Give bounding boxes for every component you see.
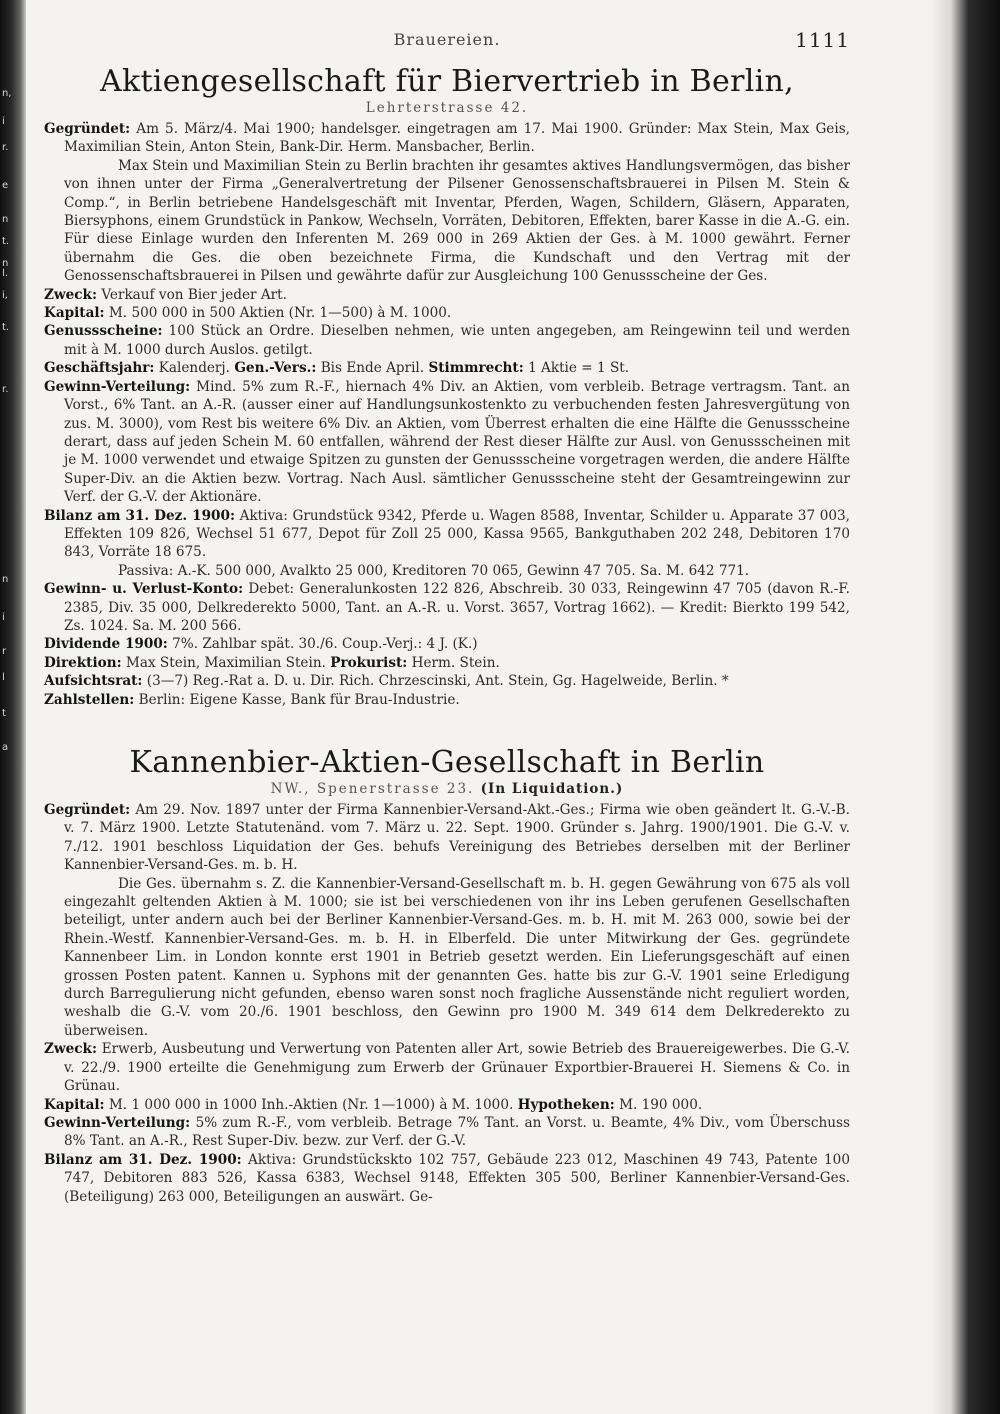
entry-paragraph — [44, 1040, 850, 1095]
address-text: NW., Spenerstrasse 23. — [270, 781, 475, 797]
section-text: Bis Ende April. — [320, 360, 425, 377]
section-label: Prokurist: — [330, 654, 408, 671]
entry-paragraph — [44, 157, 850, 286]
section-text: Max Stein, Maximilian Stein. — [125, 654, 326, 671]
section-text: Die Ges. übernahm s. Z. die Kannenbier-Versand-Gesellschaft m. b. H. gegen Gewährung von 675 als voll eingezahlt geltenden Aktien à M. 1000; sie ist bei verschiedenen von ihr ins Leben gerufenen Gesellschaften beteiligt, unter andern auch bei der Berliner Kannenbier-Versand-Ges. m. b. H. mit M. 263 000, sowie bei der Rhein.-Westf. Kannenbier-Versand-Ges. m. b. H. in Elberfeld. Die unter Mitwirkung der Ges. gegründete Kannenbeer Lim. in London konnte erst 1901 in Betrieb gesetzt werden. Ein Lieferungsgeschäft auf einen grossen Posten patent. Kannen u. Syphons mit der genannten Ges. hatte bis zur G.-V. 1901 seine Erledigung durch Barregulierung nicht gefunden, ebenso waren sonst noch fragliche Aussenstände nicht reguliert worden, weshalb die G.-V. vom 20./6. 1901 beschloss, den Gewinn pro 1900 M. 349 614 dem Delkrederekto zu überweisen. — [64, 875, 850, 1039]
section-text: Debet: Generalunkosten 122 826, Abschreib. 30 033, Reingewinn 47 705 (davon R.-F. 2385, Div. 35 000, Delkrederekto 5000, Tant. an A.-R. u. Vorst. 3657, Vortrag 1662). — Kredit: Bierkto 199 542, Zs. 1024. Sa. M. 200 566. — [64, 581, 850, 634]
entry-paragraph — [44, 691, 850, 709]
section-label: Zweck: — [44, 286, 97, 303]
running-head-title: Brauereien. — [393, 30, 501, 49]
section-text: Aktiva: Grundstückskto 102 757, Gebäude 223 012, Maschinen 49 743, Patente 100 747, Debitoren 883 526, Kassa 6383, Wechsel 9148, Effekten 305 500, Berliner Kannenbier-Versand-Ges. (Beteiligung) 263 000, Beteiligungen an auswärt. Ge- — [64, 1151, 850, 1205]
page-right-edge — [930, 0, 1000, 1414]
margin-mark: i — [2, 612, 5, 623]
section-label: Gegründet: — [44, 121, 131, 137]
section-label: Gegründet: — [44, 802, 131, 818]
section-label: Dividende 1900: — [44, 636, 168, 653]
section-label: Genussscheine: — [44, 323, 163, 340]
section-text: (3—7) Reg.-Rat a. D. u. Dir. Rich. Chrzescinski, Ant. Stein, Gg. Hagelweide, Berlin. * — [146, 673, 729, 690]
section-label: Zahlstellen: — [44, 691, 135, 708]
entry-paragraph — [44, 580, 850, 635]
entry-paragraph — [44, 1151, 850, 1206]
section-text: Kalenderj. — [158, 360, 230, 377]
entry-paragraph — [44, 562, 850, 580]
section-text: Aktiva: Grundstück 9342, Pferde u. Wagen 8588, Inventar, Schilder u. Apparate 37 003, Effekten 109 826, Wechsel 51 677, Depot für Zoll 25 000, Kassa 9565, Bankguthaben 202 248, Debitoren 170 843, Vorräte 18 675. — [64, 507, 850, 561]
section-label: Gewinn-Verteilung: — [44, 378, 191, 395]
margin-mark: r. — [2, 384, 9, 395]
margin-mark: n — [2, 574, 9, 585]
address-text: Lehrterstrasse 42. — [365, 100, 529, 116]
section-label: Aufsichtsrat: — [44, 673, 143, 690]
section-label: Gewinn-Verteilung: — [44, 1114, 191, 1131]
margin-mark: i — [2, 116, 5, 127]
section-text: 5% zum R.-F., vom verbleib. Betrage 7% Tant. an Vorst. u. Beamte, 4% Div., vom Überschuss 8% Tant. an A.-R., Rest Super-Div. bezw. zur Verf. der G.-V. — [64, 1114, 850, 1150]
left-margin-marks — [0, 0, 26, 1414]
margin-mark: n — [2, 258, 9, 269]
entry-paragraph — [44, 635, 850, 653]
entry-paragraph — [44, 654, 850, 672]
page-number: 1111 — [795, 28, 850, 52]
entry-paragraph — [44, 304, 850, 322]
section-label: Gen.-Vers.: — [234, 360, 317, 377]
company-entries — [44, 64, 850, 1206]
margin-mark: i, — [2, 290, 8, 301]
entry-paragraph — [44, 875, 850, 1041]
document-page — [44, 28, 850, 1206]
margin-mark: r — [2, 646, 7, 657]
entry-paragraph — [44, 1114, 850, 1151]
section-text: M. 500 000 in 500 Aktien (Nr. 1—500) à M. 1000. — [108, 305, 452, 322]
entry-paragraph — [44, 359, 850, 377]
section-text: Verkauf von Bier jeder Art. — [101, 286, 287, 303]
margin-mark: t. — [2, 322, 10, 333]
entry-paragraph — [44, 672, 850, 690]
section-text: Am 29. Nov. 1897 unter der Firma Kannenbier-Versand-Akt.-Ges.; Firma wie oben geändert lt. G.-V.-B. v. 7. März 1900. Letzte Statutenänd. vom 7. März u. 22. Sept. 1900. Gründer s. Jahrg. 1900/1901. Die G.-V. v. 7./12. 1901 beschloss Liquidation der Ges. behufs Vereinigung des Betriebes derselben mit der Berliner Kannenbier-Versand-Ges. m. b. H. — [64, 802, 850, 874]
margin-mark: l — [2, 672, 5, 683]
section-label: Zweck: — [44, 1041, 97, 1058]
section-label: Bilanz am 31. Dez. 1900: — [44, 1151, 242, 1168]
section-text: 7%. Zahlbar spät. 30./6. Coup.-Verj.: 4 J. (K.) — [172, 636, 478, 653]
margin-mark: n, — [2, 88, 12, 99]
section-label: Stimmrecht: — [428, 360, 524, 377]
section-text: Erwerb, Ausbeutung und Verwertung von Patenten aller Art, sowie Betrieb des Brauereigewerbes. Die G.-V. v. 22./9. 1900 erteilte die Genehmigung zum Erwerb der Grünauer Exportbier-Brauerei H. Siemens & Co. in Grünau. — [64, 1041, 851, 1095]
section-text: Berlin: Eigene Kasse, Bank für Brau-Industrie. — [138, 691, 460, 708]
margin-mark: e — [2, 180, 9, 191]
company-title: Kannenbier-Aktien-Gesellschaft in Berlin — [129, 745, 765, 780]
section-label: Bilanz am 31. Dez. 1900: — [44, 507, 235, 524]
section-label: Geschäftsjahr: — [44, 360, 155, 377]
section-text: M. 190 000. — [619, 1096, 703, 1113]
section-text: Herm. Stein. — [411, 654, 500, 671]
section-label: Gewinn- u. Verlust-Konto: — [44, 581, 244, 598]
entry-paragraph — [44, 322, 850, 359]
liquidation-note: (In Liquidation.) — [480, 781, 624, 797]
running-head — [44, 28, 850, 58]
section-label: Kapital: — [44, 305, 105, 322]
margin-mark: t. — [2, 236, 10, 247]
company-entry — [44, 745, 850, 1206]
section-text: 100 Stück an Ordre. Dieselben nehmen, wie unten angegeben, am Reingewinn teil und werden mit à M. 1000 durch Auslos. getilgt. — [64, 323, 850, 358]
margin-mark: n — [2, 214, 9, 225]
margin-mark: l. — [2, 268, 8, 279]
section-label: Direktion: — [44, 654, 122, 671]
company-address — [44, 100, 850, 116]
company-title: Aktiengesellschaft für Biervertrieb in Berlin, — [100, 64, 794, 99]
margin-mark: t — [2, 708, 6, 719]
entry-separator — [44, 709, 850, 739]
entry-paragraph — [44, 378, 850, 507]
entry-paragraph — [44, 286, 850, 304]
section-text: M. 1 000 000 in 1000 Inh.-Aktien (Nr. 1—1000) à M. 1000. — [108, 1096, 514, 1113]
margin-mark: a — [2, 742, 9, 753]
section-text: Passiva: A.-K. 500 000, Avalkto 25 000, Kreditoren 70 065, Gewinn 47 705. Sa. M. 642 771. — [118, 562, 750, 579]
section-text: Am 5. März/4. Mai 1900; handelsger. eingetragen am 17. Mai 1900. Gründer: Max Stein, Max Geis, Maximilian Stein, Anton Stein, Bank-Dir. Herm. Mansbacher, Berlin. — [64, 121, 850, 156]
section-label: Kapital: — [44, 1096, 105, 1113]
company-address — [44, 781, 850, 797]
margin-mark: r. — [2, 142, 9, 153]
section-label: Hypotheken: — [517, 1096, 615, 1113]
company-entry — [44, 64, 850, 709]
section-text: Mind. 5% zum R.-F., hiernach 4% Div. an Aktien, vom verbleib. Betrage vertragsm. Tant. an Vorst., 6% Tant. an A.-R. (ausser einer auf Handlungsunkostenkto zu verbuchenden festen Jahresvergütung von zus. M. 3000), vom Rest bis weitere 6% Div. an Aktien, vom Überrest erhalten die eine Hälfte die Genussscheine derart, dass auf jeden Schein M. 60 entfallen, während der Rest dieser Hälfte zur Ausl. von Genussscheinen mit je M. 1000 verwendet und etwaige Spitzen zu gunsten der Genussscheine vorgetragen werden, die andere Hälfte Super-Div. an die Aktien bezw. Vortrag. Nach Ausl. sämtlicher Genussscheine steht der Gesamtreingewinn zur Verf. der G.-V. der Aktionäre. — [64, 378, 850, 506]
section-text: Max Stein und Maximilian Stein zu Berlin brachten ihr gesamtes aktives Handlungsvermögen, das bisher von ihnen unter der Firma „Generalvertretung der Pilsener Genossenschaftsbrauerei in Pilsen M. Stein & Comp.“, in Berlin betriebene Handelsgeschäft mit Inventar, Pferden, Wagen, Schildern, Gläsern, Apparaten, Biersyphons, einem Grundstück in Pankow, Wechseln, Vorräten, Debitoren, Effekten, barer Kasse in die A.-G. ein. Für diese Einlage wurden den Inferenten M. 269 000 in 269 Aktien der Ges. à M. 1000 gewährt. Ferner übernahm die Ges. die oben bezeichnete Firma, die Kundschaft und den Vertrag mit der Genossenschaftsbrauerei in Pilsen und gewährte dafür zur Ausgleichung 100 Genussscheine der Ges. — [64, 157, 850, 285]
entry-paragraph — [44, 1096, 850, 1114]
entry-paragraph — [44, 507, 850, 562]
entry-paragraph — [44, 120, 850, 157]
section-text: 1 Aktie = 1 St. — [528, 360, 630, 377]
entry-paragraph — [44, 801, 850, 875]
